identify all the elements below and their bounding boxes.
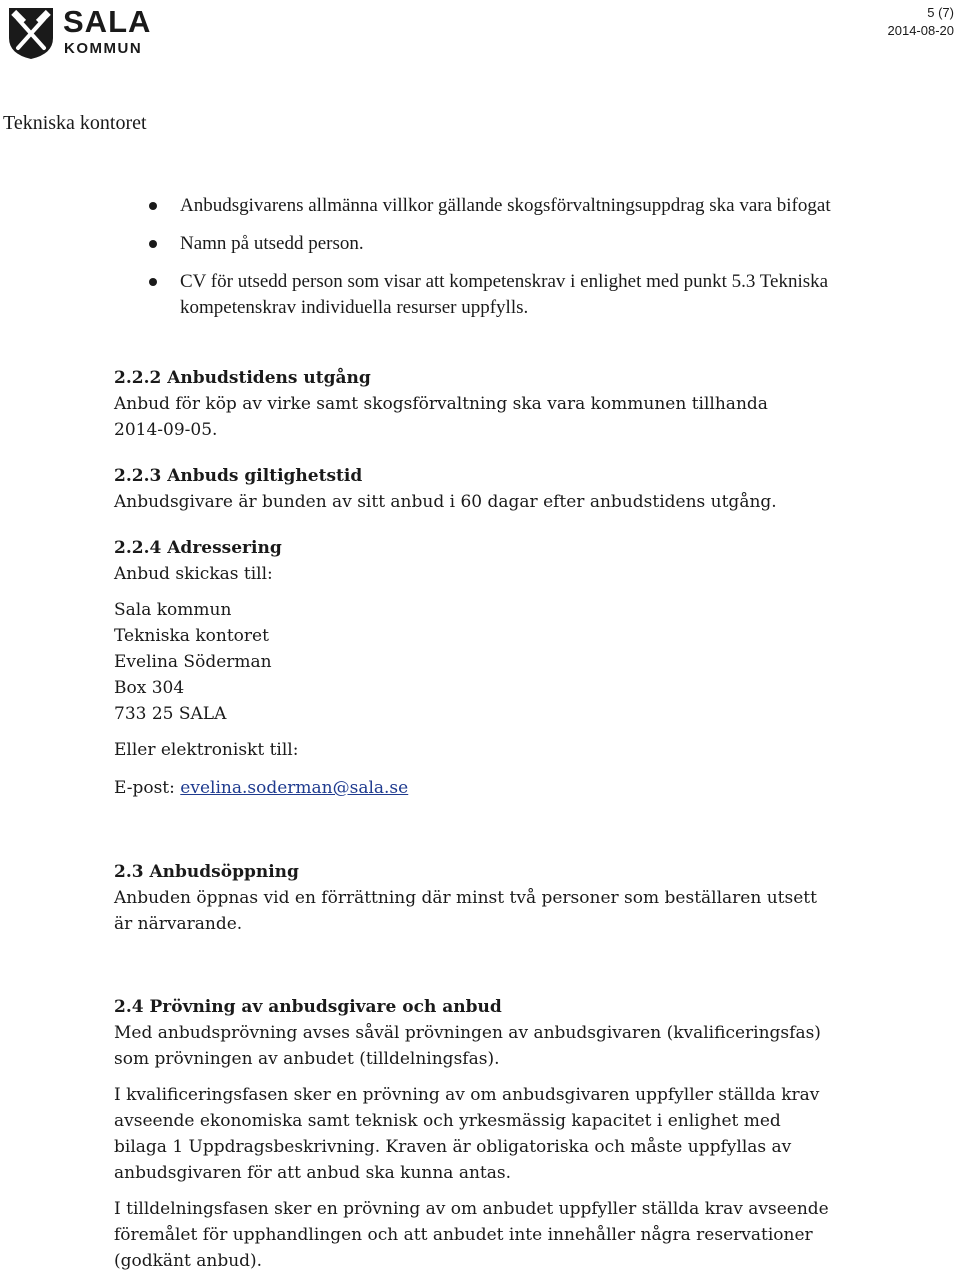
section-heading: 2.4 Prövning av anbudsgivare och anbud — [114, 997, 502, 1017]
section-text: Anbud för köp av virke samt skogsförvaltning ska vara kommunen tillhanda 2014-09-05. — [114, 394, 768, 440]
section-heading: 2.2.4 Adressering — [114, 538, 282, 558]
list-item: CV för utsedd person som visar att kompetenskrav i enlighet med punkt 5.3 Tekniska kompetenskrav individuella resurser uppfylls. — [145, 269, 845, 321]
bullet-icon — [149, 240, 157, 248]
section-2-3 — [114, 859, 834, 937]
section-paragraph: I tilldelningsfasen sker en prövning av om anbudet uppfyller ställda krav avseende föremålet för upphandlingen och att anbudet inte innehåller några reservationer (godkänt anbud). — [114, 1199, 829, 1271]
electronic-label: Eller elektroniskt till: — [114, 740, 299, 760]
email-link[interactable]: evelina.soderman@sala.se — [180, 778, 409, 798]
list-item: Anbudsgivarens allmänna villkor gällande skogsförvaltningsuppdrag ska vara bifogat — [145, 193, 845, 219]
section-heading: 2.2.3 Anbuds giltighetstid — [114, 466, 363, 486]
section-2-2-4 — [114, 535, 834, 801]
address-line: Sala kommun — [114, 600, 232, 620]
email-line — [114, 775, 834, 801]
address-line: Tekniska kontoret — [114, 626, 269, 646]
requirements-list — [145, 193, 845, 333]
email-label: E-post: — [114, 778, 181, 798]
postal-address — [114, 597, 834, 727]
logo-name: SALA — [63, 4, 152, 39]
page-info — [888, 4, 955, 40]
section-text: Anbuden öppnas vid en förrättning där minst två personer som beställaren utsett är närvarande. — [114, 888, 817, 934]
page-number: 5 (7) — [927, 5, 954, 20]
document-date: 2014-08-20 — [887, 23, 954, 38]
department-title: Tekniska kontoret — [3, 112, 147, 134]
logo-sub: KOMMUN — [64, 40, 143, 57]
section-text: Anbudsgivare är bunden av sitt anbud i 60 dagar efter anbudstidens utgång. — [114, 492, 777, 512]
bullet-icon — [149, 278, 157, 286]
section-heading: 2.2.2 Anbudstidens utgång — [114, 368, 371, 388]
list-item: Namn på utsedd person. — [145, 231, 845, 257]
address-line: 733 25 SALA — [114, 704, 227, 724]
section-paragraph: Med anbudsprövning avses såväl prövningen av anbudsgivaren (kvalificeringsfas) som prövningen av anbudet (tilldelningsfas). — [114, 1023, 821, 1069]
section-2-2-3 — [114, 463, 834, 515]
sala-kommun-logo — [3, 4, 153, 60]
address-line: Evelina Söderman — [114, 652, 272, 672]
address-line: Box 304 — [114, 678, 185, 698]
section-2-4 — [114, 994, 834, 1274]
section-2-2-2 — [114, 365, 834, 443]
bullet-icon — [149, 202, 157, 210]
hammer-emblem-icon — [3, 4, 59, 60]
section-paragraph: I kvalificeringsfasen sker en prövning av om anbudsgivaren uppfyller ställda krav avseende ekonomiska samt teknisk och yrkesmässig kapacitet i enlighet med bilaga 1 Uppdragsbeskrivning. Kraven är obligatoriska och måste uppfyllas av anbudsgivaren för att anbud ska kunna antas. — [114, 1085, 820, 1183]
section-text: Anbud skickas till: — [114, 564, 273, 584]
section-heading: 2.3 Anbudsöppning — [114, 862, 299, 882]
